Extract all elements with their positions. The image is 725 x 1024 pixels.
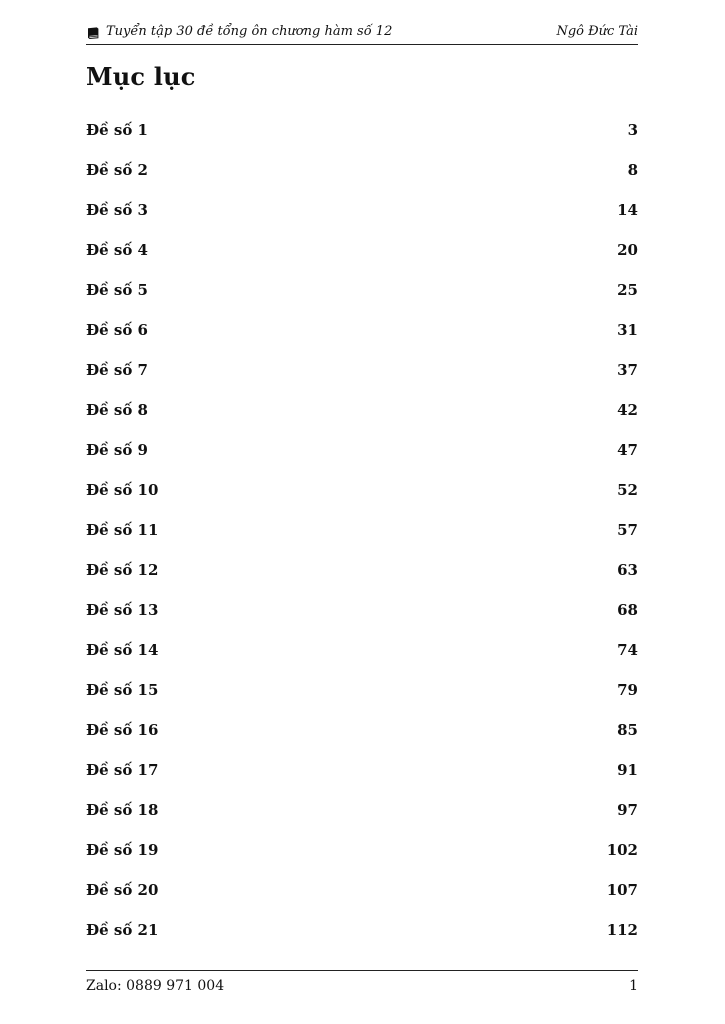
toc-entry-label: Đề số 5: [86, 281, 148, 299]
toc-entry-page: 85: [617, 721, 638, 739]
toc-entry-label: Đề số 3: [86, 201, 148, 219]
toc-entry-page: 25: [617, 281, 638, 299]
toc-entry[interactable]: [86, 790, 638, 830]
toc-entry-label: Đề số 4: [86, 241, 148, 259]
toc-entry[interactable]: [86, 510, 638, 550]
toc-entry[interactable]: [86, 590, 638, 630]
toc-entry-page: 107: [606, 881, 638, 899]
toc-entry[interactable]: [86, 230, 638, 270]
toc-entry[interactable]: [86, 870, 638, 910]
toc-entry-page: 68: [617, 601, 638, 619]
toc-entry-page: 31: [617, 321, 638, 339]
header-left: [86, 24, 392, 39]
page-footer: [86, 970, 638, 994]
table-of-contents-title: Mục lục: [86, 62, 196, 91]
toc-entry-label: Đề số 16: [86, 721, 159, 739]
toc-entry-label: Đề số 14: [86, 641, 159, 659]
toc-entry[interactable]: [86, 150, 638, 190]
toc-entry-page: 52: [617, 481, 638, 499]
toc-entry-page: 91: [617, 761, 638, 779]
toc-entry-label: Đề số 12: [86, 561, 159, 579]
header-author: Ngô Đức Tài: [556, 24, 638, 39]
toc-entry[interactable]: [86, 670, 638, 710]
footer-contact: Zalo: 0889 971 004: [86, 978, 225, 994]
toc-entry-page: 102: [606, 841, 638, 859]
toc-entry-label: Đề số 7: [86, 361, 148, 379]
toc-entry[interactable]: [86, 110, 638, 150]
toc-entry[interactable]: [86, 270, 638, 310]
toc-entry-page: 97: [617, 801, 638, 819]
toc-entry[interactable]: [86, 830, 638, 870]
toc-entry-label: Đề số 17: [86, 761, 159, 779]
toc-entry-label: Đề số 13: [86, 601, 159, 619]
toc-entry-label: Đề số 8: [86, 401, 148, 419]
toc-entry[interactable]: [86, 630, 638, 670]
toc-entry-label: Đề số 9: [86, 441, 148, 459]
toc-entry-label: Đề số 21: [86, 921, 159, 939]
toc-entry-label: Đề số 19: [86, 841, 159, 859]
toc-entry[interactable]: [86, 350, 638, 390]
book-icon: [86, 26, 100, 40]
toc-entry[interactable]: [86, 430, 638, 470]
toc-entry-page: 112: [606, 921, 638, 939]
toc-entry[interactable]: [86, 750, 638, 790]
header-title: Tuyển tập 30 đề tổng ôn chương hàm số 12: [106, 24, 393, 39]
toc-entry[interactable]: [86, 470, 638, 510]
toc-entry-page: 63: [617, 561, 638, 579]
toc-entry-page: 8: [627, 161, 638, 179]
table-of-contents: [86, 110, 638, 950]
toc-entry-page: 37: [617, 361, 638, 379]
toc-entry[interactable]: [86, 190, 638, 230]
toc-entry-label: Đề số 2: [86, 161, 148, 179]
toc-entry-label: Đề số 11: [86, 521, 159, 539]
toc-entry-label: Đề số 18: [86, 801, 159, 819]
toc-entry[interactable]: [86, 910, 638, 950]
toc-entry[interactable]: [86, 550, 638, 590]
toc-entry-page: 42: [617, 401, 638, 419]
toc-entry[interactable]: [86, 390, 638, 430]
toc-entry-label: Đề số 1: [86, 121, 148, 139]
page-header: [86, 24, 638, 45]
toc-entry-label: Đề số 15: [86, 681, 159, 699]
page-number: 1: [629, 978, 638, 994]
toc-entry-page: 3: [627, 121, 638, 139]
toc-entry-page: 57: [617, 521, 638, 539]
toc-entry-label: Đề số 20: [86, 881, 159, 899]
toc-entry-page: 47: [617, 441, 638, 459]
toc-entry-label: Đề số 10: [86, 481, 159, 499]
toc-entry-label: Đề số 6: [86, 321, 148, 339]
toc-entry-page: 79: [617, 681, 638, 699]
toc-entry[interactable]: [86, 310, 638, 350]
toc-entry[interactable]: [86, 710, 638, 750]
toc-entry-page: 14: [617, 201, 638, 219]
toc-entry-page: 20: [617, 241, 638, 259]
toc-entry-page: 74: [617, 641, 638, 659]
